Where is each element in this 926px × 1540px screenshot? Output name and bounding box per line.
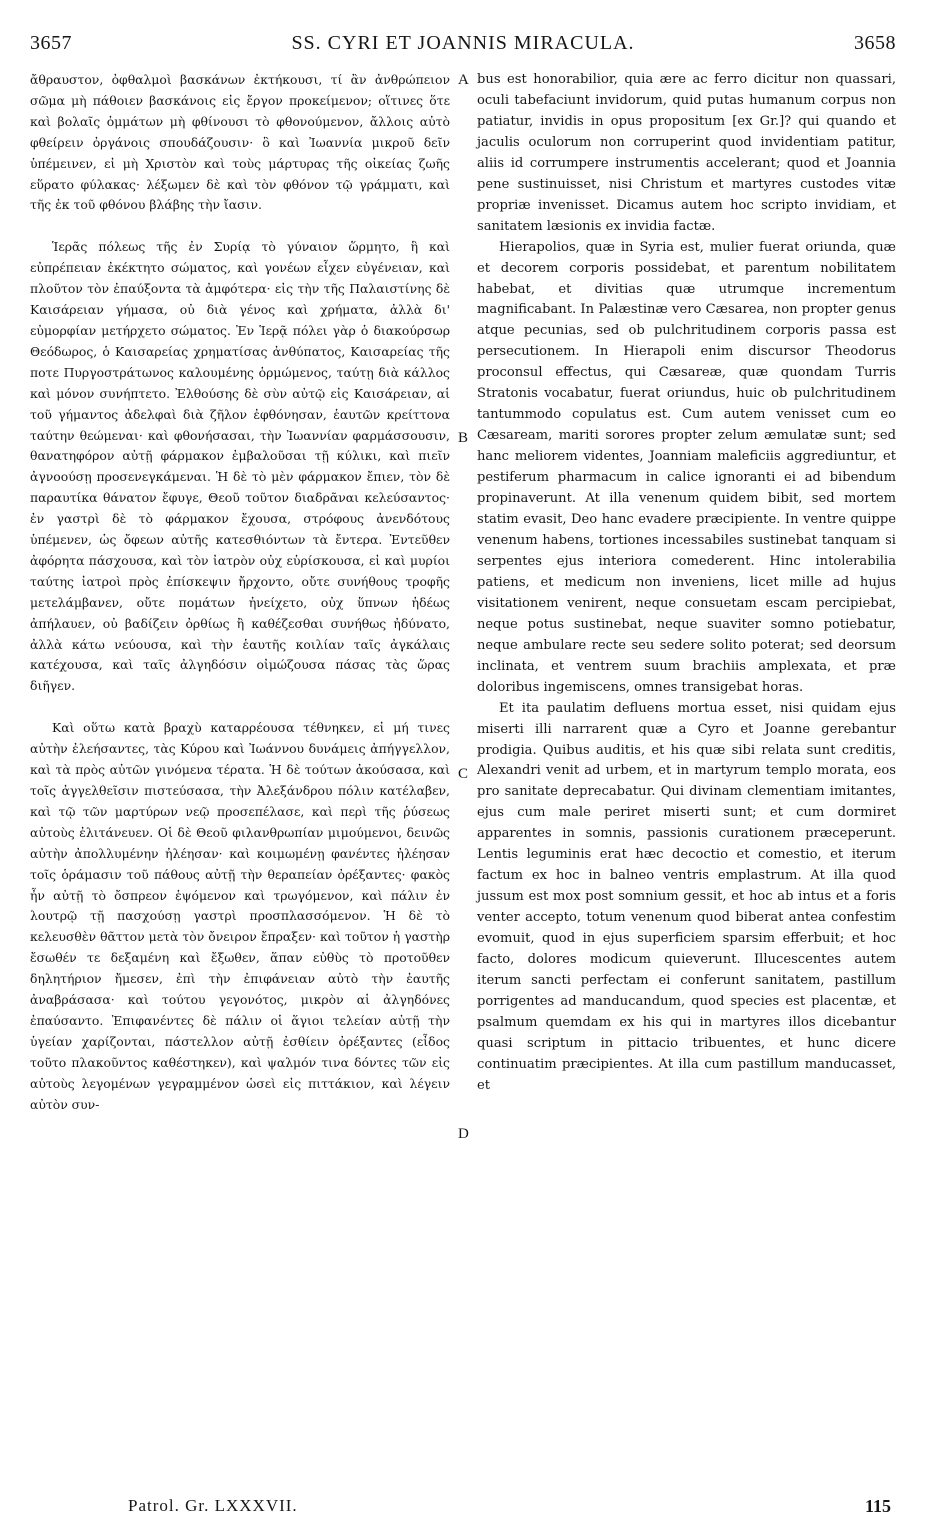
margin-section-markers [452,0,474,1540]
latin-paragraph: Et ita paulatim defluens mortua esset, nisi quidam ejus miserti illi narrarent quæ a Cyro et Joanne gerebantur prodigia. Quibus auditis, et his quæ sibi relata sunt creditis, Alexandri venit ad urbem, et in martyrum templo morata, eos pro sanitate deprecabatur. Qui divinam clementiam imitantes, ejus cum male periret miserti sunt; et cum dormiret apparentes in somnis, passionis curationem præceperunt. Lentis leguminis erat hæc decoctio et comestio, et iterum factum ex hoc in balneo ventris emplastrum. At illa quod jussum est mox post somnium gessit, et hoc ab intus et a foris venter accepto, totum venenum quod biberat antea confestim evomuit, quod in ejus superficiem sparsim efferbuit; et hoc facto, dolores modicum quieverunt. Illucescentes autem iterum sancti perfectam ei conferunt sanitatem, pastillum porrigentes ad manducandum, quod species est placentæ, et psalmum quemdam ex his qui in martyres illos dicebantur quasi scriptum in pittacio tribuentes, et hunc dicere continuatim præcipientes. At illa cum pastillum manducasset, et [477,700,896,1093]
signature-number: 115 [864,1496,891,1516]
latin-paragraph: Hierapolios, quæ in Syria est, mulier fuerat oriunda, quæ et decorem corporis possidebat, et parentum nobilitatem habebat, et divitias quæ utrumque incrementum magnificabant. In Palæstinæ vero Cæsarea, non propter genus atque pecunias, sed ob pulchritudinem corporis passa est persecutionem. In Hierapoli enim discursor Theodorus proconsul effectus, qui Cæsareæ, quæ quondam Turris Stratonis vocabatur, fuerat oriundus, huic ob pulchritudinem tantummodo copulatus est. Cum autem venisset cum eo Cæsaream, mariti sorores propter zelum æmulatæ sunt; sed hanc meliorem videntes, Joanniam maleficiis aggrediuntur, et pestiferum pharmacum in calice ignoranti ei ad bibendum propinaverunt. At illa venenum quidem bibit, sed mortem statim evasit, Deo hanc evadere præcipiente. In ventre quippe venenum habens, tortiones incessabiles sustinebat tanquam si serpentes ejus interiora comederent. Hinc intolerabilia patiens, et medicum non inveniens, licet mille ad hujus visitationem venirent, neque consuetam escam percipiebat, neque potus sustinebat, neque suaviter somno potiebatur, neque ambulare recte seu sedere solito poterat; sed deorsum inclinata, et ventrem suum brachiis amplexata, et præ doloribus ingemiscens, omnes transigebat horas. [477,239,896,695]
series-title: Patrol. Gr. LXXXVII. [128,1496,298,1515]
greek-text-column [30,70,450,1116]
greek-paragraph: Καὶ οὕτω κατὰ βραχὺ καταρρέουσα τέθνηκεν, εἰ μή τινες αὐτὴν ἐλεήσαντες, τὰς Κύρου καὶ Ἰωάννου δυνάμεις ἀπήγγελλον, καὶ τὰ πρὸς αὐτῶν γινόμενα τέρατα. Ἡ δὲ τούτων ἀκούσασα, καὶ τοῖς ἀγγελθεῖσιν πιστεύσασα, τὴν Ἀλεξάνδρου πόλιν κατέλαβεν, καὶ τῷ τῶν μαρτύρων νεῷ προσεπέλασε, καὶ περὶ τῆς ῥύσεως αὐτοὺς ἐλιτάνευεν. Οἱ δὲ Θεοῦ φιλανθρωπίαν μιμούμενοι, δεινῶς αὐτὴν ἀπολλυμένην ἠλέησαν· καὶ κοιμωμένῃ φανέντες ἠλέησαν τοῖς ὁράμασιν τοῦ πάθους αὐτῇ τὴν θεραπείαν ὀρέξαντες· φακὸς ἦν αὐτῇ τὸ ὄσπρεον ἑψόμενον καὶ τρωγόμενον, καὶ πάλιν ἐν λουτρῷ τῇ πασχούσῃ γαστρὶ προσπλασσόμενον. Ἡ δὲ τὸ κελευσθὲν θᾶττον μετὰ τὸν ὄνειρον ἔπραξεν· καὶ τοῦτον ἡ γαστὴρ ἔσωθέν τε δεξαμένη καὶ ἔξωθεν, ἅπαν εὐθὺς τὸ προτοῦθεν δηλητήριον ἤμεσεν, ἐπὶ τὴν ἐπιφάνειαν αὐτὸ τὴν ἑαυτῆς ἀναβράσασα· καὶ τούτου γεγονότος, μικρὸν αἱ ἀλγηδόνες ἐπαύσαντο. Ἐπιφανέντες δὲ πάλιν οἱ ἅγιοι τελείαν αὐτῇ τὴν ὑγείαν χαρίζονται, πάστελλον αὐτῇ ἐσθίειν ὀρέξαντες (εἶδος τοῦτο πλακοῦντος καθέστηκεν), καὶ ψαλμόν τινα δόντες τῶν εἰς αὐτοὺς λεγομένων γεγραμμένον ὡσεὶ εἰς πιττάκιον, καὶ λέγειν αὐτὸν συν- [30,720,450,1112]
page-footer [30,1496,896,1522]
running-title: SS. CYRI ET JOANNIS MIRACULA. [291,32,635,54]
latin-text-column [477,70,896,1097]
section-marker-b: B [458,430,469,446]
right-column-number: 3658 [854,32,896,54]
section-marker-c: C [458,766,469,782]
greek-paragraph: ἄθραυστον, ὀφθαλμοὶ βασκάνων ἐκτήκουσι, τί ἂν ἀνθρώπειον σῶμα μὴ πάθοιεν βασκάνοις εἰς ἔργον προκείμενον; οἵτινες ὅτε καὶ βολαῖς ὀμμάτων μὴ φθίνουσι τὸ φθονούμενον, ἄλλοις αὐτὸ φθείρειν ὀργάνοις σπουδάζουσιν· ὃ καὶ Ἰωαννία μικροῦ δεῖν ὑπέμεινεν, εἰ μὴ Χριστὸν καὶ τοὺς μάρτυρας τῆς οἰκείας ζωῆς εὕρατο φύλακας· λέξωμεν δὲ καὶ τὸν φθόνον τῷ γράμματι, καὶ τῆς ἐκ τοῦ φθόνου βλάβης τὴν ἴασιν. [30,72,450,213]
left-column-number: 3657 [30,32,72,54]
greek-paragraph: Ἱερᾶς πόλεως τῆς ἐν Συρίᾳ τὸ γύναιον ὥρμητο, ἣ καὶ εὐπρέπειαν ἐκέκτητο σώματος, καὶ γονέων εἶχεν εὐγένειαν, καὶ πλοῦτον τὸν ἐπαύξοντα τὰ ἀμφότερα· εἰς τὴν τῆς Παλαιστίνης δὲ Καισάρειαν γήμασα, οὐ διὰ γένος καὶ χρήματα, ἀλλὰ δι' εὐμορφίαν μετήρχετο σώματος. Ἐν Ἱερᾷ πόλει γὰρ ὁ διακούρσωρ Θεόδωρος, ὁ Καισαρείας χρηματίσας ἀνθύπατος, Καισαρείας τῆς ποτε Πυργοστράτωνος καλουμένης ὁρμώμενος, ταύτῃ διὰ κάλλος καὶ μόνον συνήπτετο. Ἐλθούσης δὲ σὺν αὐτῷ εἰς Καισάρειαν, αἱ τοῦ γήμαντος ἀδελφαὶ διὰ ζῆλον ἐφθόνησαν, ἑαυτῶν κρείττονα ταύτην θεώμεναι· καὶ φθονήσασαι, τὴν Ἰωαννίαν φαρμάσσουσιν, θανατηφόρον αὐτῇ φάρμακον ἐμβαλοῦσαι τῇ κύλικι, καὶ πιεῖν ἀγνοούσῃ προσενεγκάμεναι. Ἡ δὲ τὸ μὲν φάρμακον ἔπιεν, τὸν δὲ παραυτίκα θάνατον ἔφυγε, Θεοῦ τοῦτον διαδρᾶναι κελεύσαντος· ἐν γαστρὶ δὲ τὸ φάρμακον ἔχουσα, στρόφους ἀνενδότους ὑπέμενεν, ὡς ὄφεων αὐτῆς κατεσθιόντων τὰ ἔντερα. Ἐντεῦθεν ἀφόρητα πάσχουσα, καὶ τὸν ἰατρὸν οὐχ εὑρίσκουσα, εἰ καὶ μυρίοι ταύτης ἰατροὶ πρὸς ἐπίσκεψιν ἤρχοντο, οὔτε συνήθους τροφῆς μετελάμβανεν, οὔτε πομάτων ἠνείχετο, οὐχ ὕπνων ἡδέως ἀπήλαυεν, οὐ βαδίζειν ὀρθίως ἢ καθέζεσθαι συνήθως ἠδύνατο, ἀλλὰ κάτω νεύουσα, καὶ τὴν ἑαυτῆς κοιλίαν ταῖς ἀγκάλαις κατέχουσα, καὶ ταῖς ἀλγηδόσιν οἰμώζουσα πάσας τὰς ὥρας διῆγεν. [30,239,450,694]
latin-paragraph: bus est honorabilior, quia ære ac ferro dicitur non quassari, oculi tabefaciunt invidorum, quid putas humanum corpus non patiatur, invidis in opus propositum [ex Gr.]? qui quando et jaculis oculorum non corruperint quod invidentiam patitur, aliis id corrumpere instrumentis accelerant; quod et Joannia pene sustinuisset, nisi Christum et martyres custodes vitæ propriæ invenisset. Dicamus autem hoc scripto invidiam, et sanitatem læsionis ex invidia factæ. [477,72,896,234]
section-marker-d: D [458,1126,469,1142]
section-marker-a: A [458,72,469,88]
